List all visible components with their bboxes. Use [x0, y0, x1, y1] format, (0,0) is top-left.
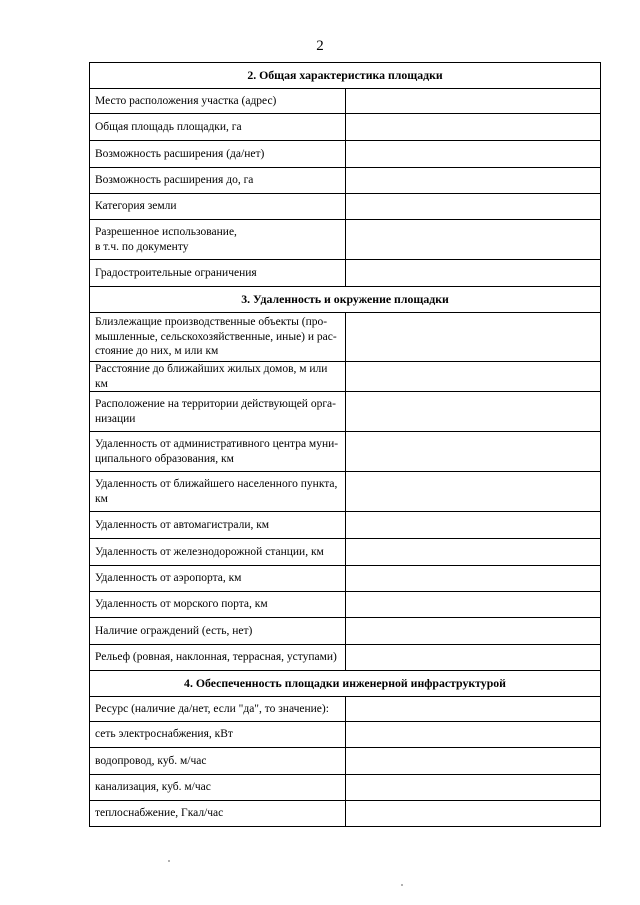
table-row [90, 645, 601, 671]
table-row [90, 194, 601, 220]
section-header [90, 63, 601, 89]
row-value-cell[interactable] [345, 392, 601, 432]
section-title: 3. Удаленность и окружение площадки [90, 287, 601, 313]
table-row [90, 168, 601, 194]
row-value-cell[interactable] [345, 618, 601, 645]
table-row [90, 618, 601, 645]
row-label: Ресурс (наличие да/нет, если "да", то значение): [90, 697, 346, 722]
row-value-cell[interactable] [345, 697, 601, 722]
row-value-cell[interactable] [345, 141, 601, 168]
row-value-cell[interactable] [345, 801, 601, 827]
row-value-cell[interactable] [345, 313, 601, 362]
table-row [90, 539, 601, 566]
row-label: Удаленность от железнодорожной станции, км [90, 539, 346, 566]
section-title: 2. Общая характеристика площадки [90, 63, 601, 89]
row-value-cell[interactable] [345, 260, 601, 287]
row-label: Расстояние до ближайших жилых домов, м или км [90, 362, 346, 392]
row-label: Разрешенное использование, в т.ч. по документу [90, 220, 346, 260]
row-label: канализация, куб. м/час [90, 775, 346, 801]
row-value-cell[interactable] [345, 472, 601, 512]
table-row [90, 512, 601, 539]
row-label: Общая площадь площадки, га [90, 114, 346, 141]
row-value-cell[interactable] [345, 114, 601, 141]
row-value-cell[interactable] [345, 220, 601, 260]
row-label: Место расположения участка (адрес) [90, 89, 346, 114]
row-label: Наличие ограждений (есть, нет) [90, 618, 346, 645]
table-row [90, 748, 601, 775]
row-value-cell[interactable] [345, 432, 601, 472]
row-value-cell[interactable] [345, 592, 601, 618]
row-label: Удаленность от автомагистрали, км [90, 512, 346, 539]
section-title: 4. Обеспеченность площадки инженерной инфраструктурой [90, 671, 601, 697]
table-row [90, 141, 601, 168]
table-row [90, 801, 601, 827]
row-label: Расположение на территории действующей орга- низации [90, 392, 346, 432]
row-value-cell[interactable] [345, 539, 601, 566]
site-characteristics-table [89, 62, 601, 827]
row-label: Возможность расширения (да/нет) [90, 141, 346, 168]
table-row [90, 697, 601, 722]
row-value-cell[interactable] [345, 566, 601, 592]
row-label: Возможность расширения до, га [90, 168, 346, 194]
row-value-cell[interactable] [345, 194, 601, 220]
row-label: Удаленность от аэропорта, км [90, 566, 346, 592]
row-label: сеть электроснабжения, кВт [90, 722, 346, 748]
table-row [90, 472, 601, 512]
row-label: Градостроительные ограничения [90, 260, 346, 287]
row-label: Близлежащие производственные объекты (про- мышленные, сельскохозяйственные, иные) и рас- стояние до них, м или км [90, 313, 346, 362]
section-header [90, 287, 601, 313]
row-value-cell[interactable] [345, 512, 601, 539]
row-label: Рельеф (ровная, наклонная, террасная, уступами) [90, 645, 346, 671]
table-row [90, 775, 601, 801]
scan-speck [168, 860, 170, 862]
row-label: теплоснабжение, Гкал/час [90, 801, 346, 827]
row-label: Удаленность от морского порта, км [90, 592, 346, 618]
table-row [90, 392, 601, 432]
scan-speck [401, 884, 403, 886]
row-value-cell[interactable] [345, 362, 601, 392]
page-number: 2 [316, 38, 324, 54]
table-row [90, 260, 601, 287]
table-row [90, 722, 601, 748]
row-value-cell[interactable] [345, 722, 601, 748]
row-label: водопровод, куб. м/час [90, 748, 346, 775]
table-row [90, 114, 601, 141]
row-value-cell[interactable] [345, 775, 601, 801]
row-value-cell[interactable] [345, 89, 601, 114]
section-header [90, 671, 601, 697]
table-row [90, 592, 601, 618]
table-body [90, 63, 601, 827]
table-row [90, 313, 601, 362]
table-row [90, 432, 601, 472]
row-label: Категория земли [90, 194, 346, 220]
row-value-cell[interactable] [345, 168, 601, 194]
row-label: Удаленность от ближайшего населенного пункта, км [90, 472, 346, 512]
row-value-cell[interactable] [345, 748, 601, 775]
row-label: Удаленность от административного центра муни- ципального образования, км [90, 432, 346, 472]
row-value-cell[interactable] [345, 645, 601, 671]
table-row [90, 89, 601, 114]
table-row [90, 220, 601, 260]
table-row [90, 566, 601, 592]
table-row [90, 362, 601, 392]
